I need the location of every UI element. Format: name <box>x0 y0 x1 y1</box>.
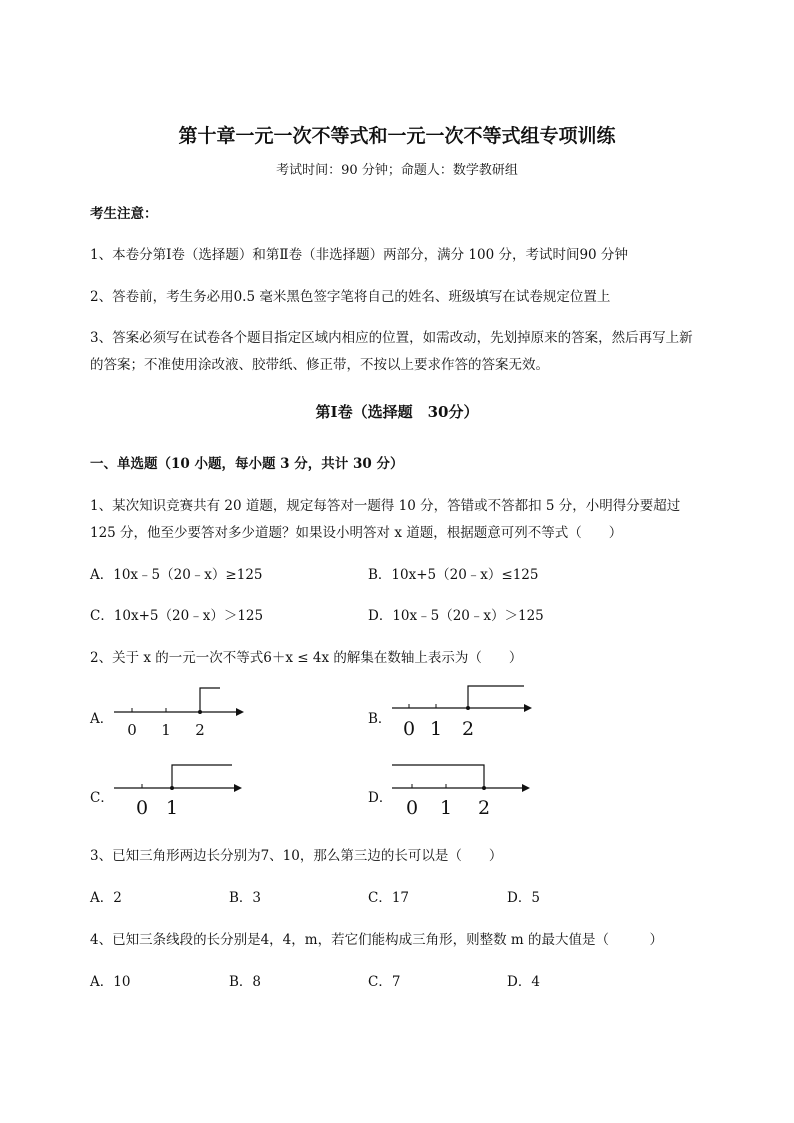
axis-label: 2 <box>195 721 205 739</box>
notice-heading: 考生注意： <box>90 206 158 222</box>
solution-bracket <box>200 688 220 712</box>
question-3-option-d[interactable]: D．5 <box>507 890 540 906</box>
question-4-text: 4、已知三条线段的长分别是4，4，m，若它们能构成三角形，则整数 m 的最大值是（ ） <box>90 932 663 948</box>
question-3-option-c[interactable]: C．17 <box>368 890 410 906</box>
axis-label: 0 <box>135 797 149 819</box>
question-2-text: 2、关于 x 的一元一次不等式6＋x ≤ 4x 的解集在数轴上表示为（ ） <box>90 650 523 666</box>
exam-info: 考试时间：90 分钟；命题人：数学教研组 <box>276 163 518 178</box>
part-heading: 一、单选题（10 小题，每小题 3 分，共计 30 分） <box>90 456 404 472</box>
axis-arrow <box>524 704 532 712</box>
question-4-option-d[interactable]: D．4 <box>507 974 540 990</box>
axis-label: 1 <box>165 797 179 819</box>
notice-item: 1、本卷分第Ⅰ卷（选择题）和第Ⅱ卷（非选择题）两部分，满分 100 分，考试时间90 分钟 <box>90 247 628 263</box>
question-1-option-b[interactable]: B．10x+5（20﹣x）≤125 <box>368 567 539 583</box>
solid-point <box>466 706 470 710</box>
notice-item: 2、答卷前，考生务必用0.5 毫米黑色签字笔将自己的姓名、班级填写在试卷规定位置上 <box>90 289 611 305</box>
question-1-option-c[interactable]: C．10x+5（20﹣x）＞125 <box>90 608 264 624</box>
notice-item: 3、答案必须写在试卷各个题目指定区域内相应的位置，如需改动，先划掉原来的答案，然后再写上新 <box>90 330 693 346</box>
number-line-a <box>110 682 250 742</box>
axis-label: 0 <box>405 797 419 819</box>
axis-label: 1 <box>439 797 453 819</box>
question-2-option-b[interactable]: B． <box>368 711 392 727</box>
axis-label: 1 <box>429 718 443 740</box>
axis-arrow <box>236 708 244 716</box>
question-1-text: 1、某次知识竞赛共有 20 道题，规定每答对一题得 10 分，答错或不答都扣 5 分，小明得分要超过 <box>90 498 681 514</box>
question-1-option-a[interactable]: A．10x﹣5（20﹣x）≥125 <box>90 567 263 583</box>
question-3-text: 3、已知三角形两边长分别为7、10，那么第三边的长可以是（ ） <box>90 848 503 864</box>
solution-bracket <box>468 686 524 708</box>
axis-label: 1 <box>161 721 171 739</box>
question-4-option-a[interactable]: A．10 <box>90 974 131 990</box>
solid-point <box>198 710 202 714</box>
number-line-d <box>388 762 538 822</box>
question-4-option-c[interactable]: C．7 <box>368 974 401 990</box>
number-line-b <box>388 682 538 742</box>
question-3-option-a[interactable]: A．2 <box>90 890 122 906</box>
page-title: 第十章一元一次不等式和一元一次不等式组专项训练 <box>178 125 616 147</box>
axis-arrow <box>522 784 530 792</box>
axis-label: 2 <box>461 718 475 740</box>
notice-item: 的答案；不准使用涂改液、胶带纸、修正带，不按以上要求作答的答案无效。 <box>90 357 549 373</box>
question-2-option-c[interactable]: C． <box>90 790 114 806</box>
section-title: 第Ⅰ卷（选择题 30分） <box>315 403 479 421</box>
question-2-option-d[interactable]: D． <box>368 790 393 806</box>
solid-point <box>482 786 486 790</box>
number-line-c <box>110 762 260 822</box>
question-4-option-b[interactable]: B．8 <box>229 974 262 990</box>
axis-label: 2 <box>477 797 491 819</box>
solution-bracket <box>392 765 484 788</box>
axis-arrow <box>234 784 242 792</box>
axis-label: 0 <box>402 718 416 740</box>
question-1-text: 125 分，他至少要答对多少道题？如果设小明答对 x 道题，根据题意可列不等式（ ） <box>90 525 623 541</box>
solid-point <box>170 786 174 790</box>
solution-bracket <box>172 765 232 788</box>
question-1-option-d[interactable]: D．10x﹣5（20﹣x）＞125 <box>368 608 544 624</box>
question-3-option-b[interactable]: B．3 <box>229 890 262 906</box>
axis-label: 0 <box>127 721 137 739</box>
question-2-option-a[interactable]: A． <box>90 711 114 727</box>
